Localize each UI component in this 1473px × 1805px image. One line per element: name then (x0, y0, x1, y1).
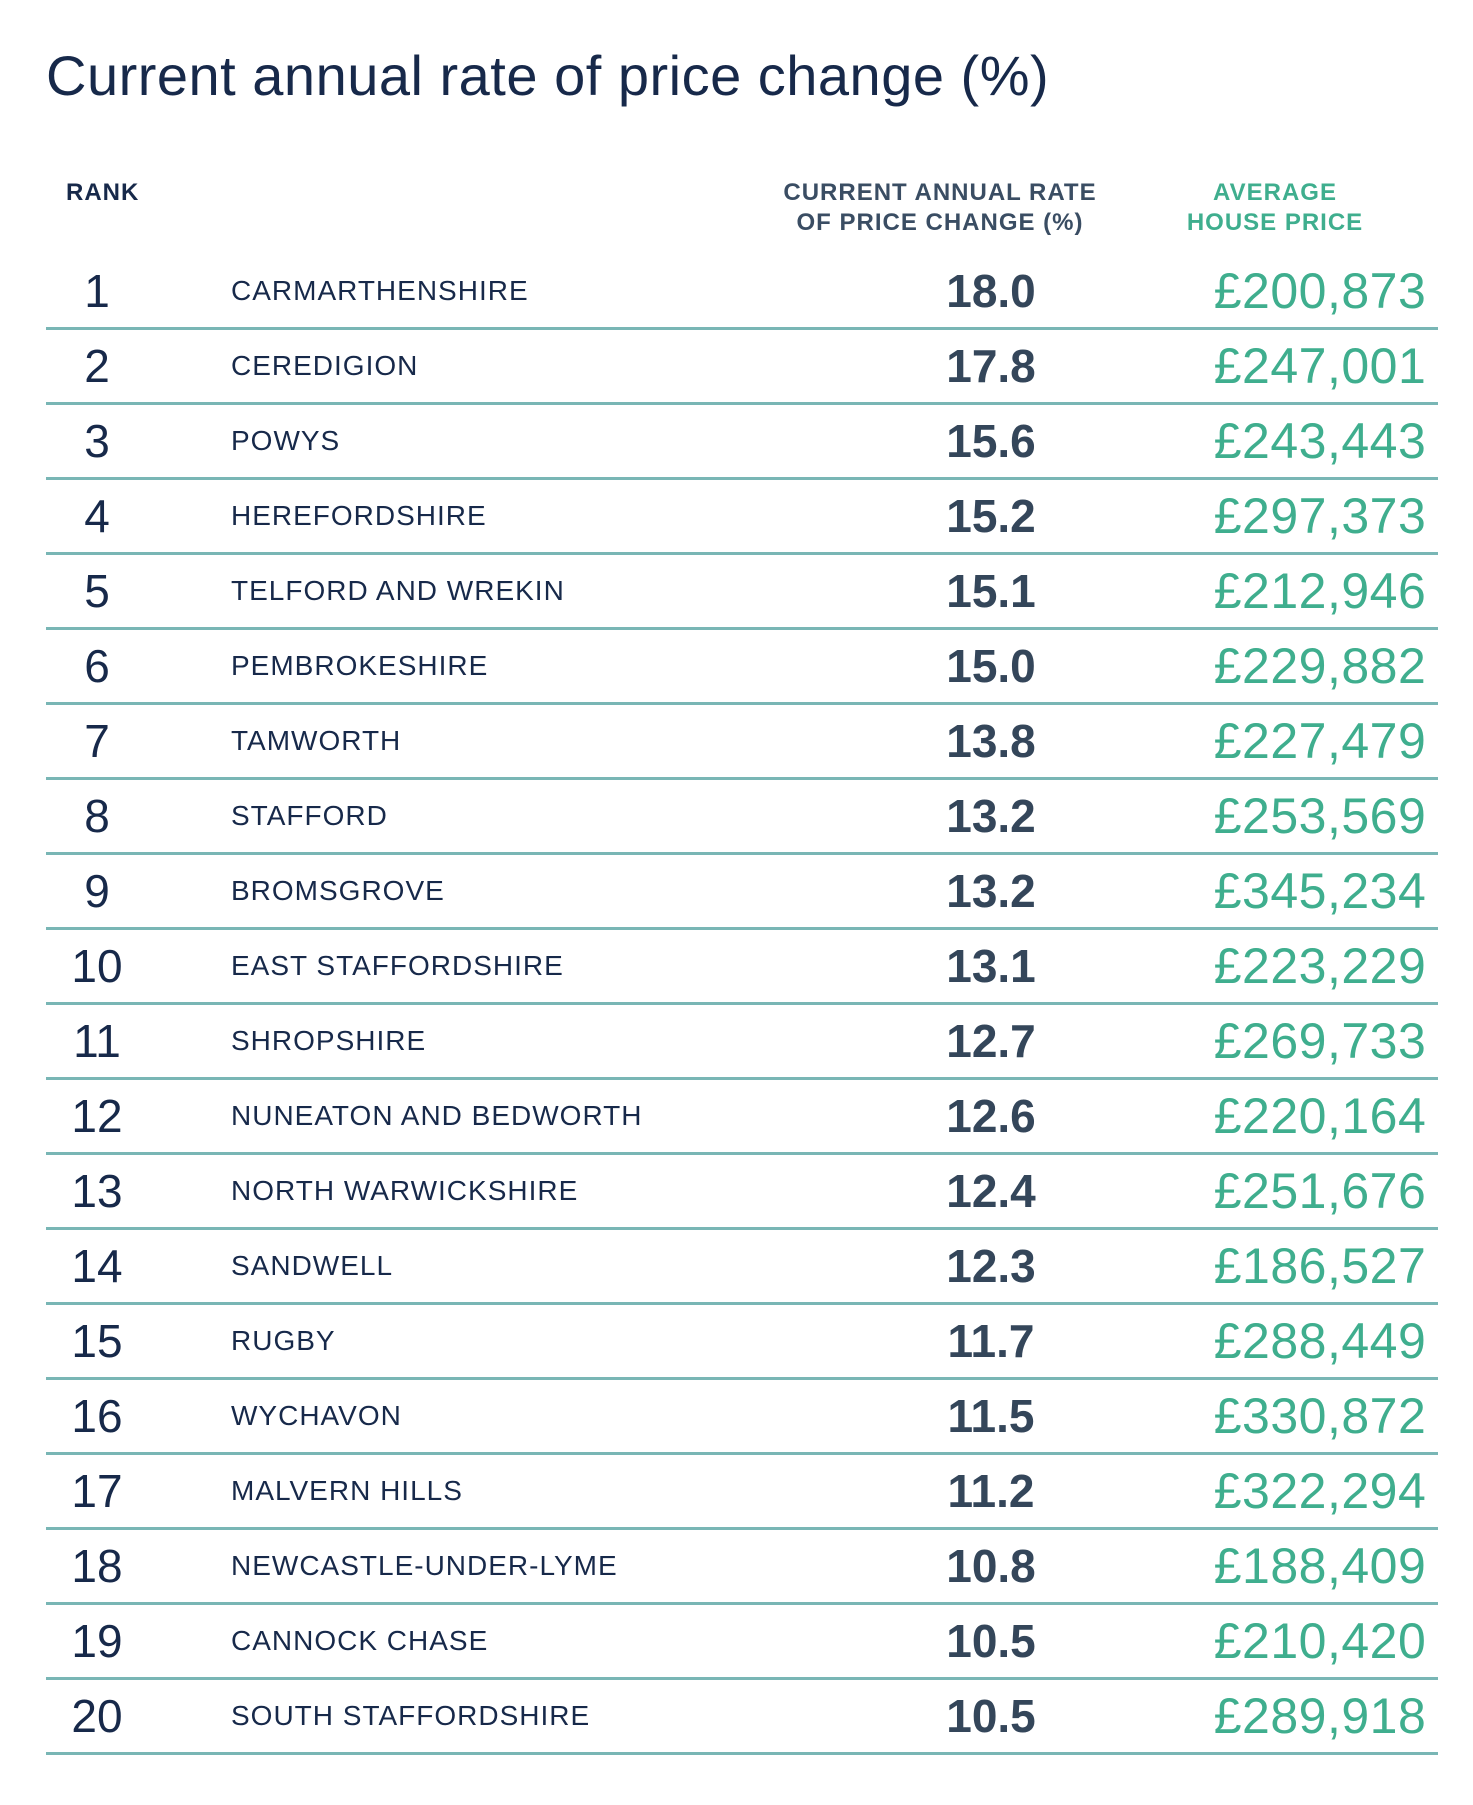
area-name-cell: BROMSGROVE (231, 875, 445, 906)
table-row (46, 855, 1438, 930)
rank-cell: 2 (84, 340, 110, 392)
table-row (46, 255, 1438, 330)
house-price-cell: £243,443 (1213, 413, 1427, 469)
area-name-cell: SHROPSHIRE (231, 1025, 427, 1056)
area-name-cell: PEMBROKESHIRE (231, 650, 489, 681)
table-row (46, 555, 1438, 630)
rate-header-line-1: CURRENT ANNUAL RATE (783, 179, 1097, 206)
house-price-cell: £223,229 (1213, 938, 1427, 994)
rate-value-cell: 11.5 (947, 1390, 1035, 1442)
area-name-cell: CANNOCK CHASE (231, 1625, 489, 1656)
area-name-cell: SANDWELL (231, 1250, 394, 1281)
rank-cell: 5 (84, 565, 110, 617)
rank-cell: 18 (71, 1540, 123, 1592)
rank-column-header: RANK (66, 179, 140, 206)
area-name-cell: TAMWORTH (231, 725, 402, 756)
table-row (46, 1230, 1438, 1305)
area-name-cell: MALVERN HILLS (231, 1475, 463, 1506)
house-price-cell: £330,872 (1213, 1388, 1427, 1444)
area-name-cell: CARMARTHENSHIRE (231, 275, 529, 306)
table-row (46, 1155, 1438, 1230)
table-row (46, 930, 1438, 1005)
rate-value-cell: 10.8 (946, 1540, 1036, 1592)
house-price-cell: £210,420 (1213, 1613, 1427, 1669)
house-price-cell: £220,164 (1213, 1088, 1427, 1144)
house-price-cell: £269,733 (1213, 1013, 1427, 1069)
house-price-cell: £253,569 (1213, 788, 1427, 844)
rank-cell: 9 (84, 865, 110, 917)
table-row (46, 780, 1438, 855)
rate-column-header (760, 178, 1120, 238)
rank-cell: 6 (84, 640, 110, 692)
rate-value-cell: 15.1 (946, 565, 1036, 617)
price-column-header (1130, 178, 1420, 238)
rate-header-line-2: OF PRICE CHANGE (%) (796, 209, 1084, 236)
house-price-cell: £288,449 (1213, 1313, 1427, 1369)
rate-value-cell: 15.0 (946, 640, 1036, 692)
house-price-cell: £212,946 (1213, 563, 1427, 619)
rank-cell: 17 (71, 1465, 123, 1517)
rate-value-cell: 13.8 (946, 715, 1036, 767)
table-row (46, 1380, 1438, 1455)
rank-cell: 12 (71, 1090, 123, 1142)
house-price-cell: £289,918 (1213, 1688, 1427, 1744)
area-name-cell: NORTH WARWICKSHIRE (231, 1175, 579, 1206)
area-name-cell: SOUTH STAFFORDSHIRE (231, 1700, 591, 1731)
rank-cell: 11 (73, 1015, 121, 1067)
table-row (46, 1530, 1438, 1605)
area-name-cell: CEREDIGION (231, 350, 419, 381)
rank-cell: 10 (71, 940, 123, 992)
area-name-cell: EAST STAFFORDSHIRE (231, 950, 564, 981)
rate-value-cell: 11.2 (947, 1465, 1035, 1517)
table-row (46, 1455, 1438, 1530)
house-price-cell: £229,882 (1213, 638, 1427, 694)
area-name-cell: HEREFORDSHIRE (231, 500, 487, 531)
table-row (46, 630, 1438, 705)
rate-value-cell: 15.6 (946, 415, 1036, 467)
house-price-cell: £227,479 (1213, 713, 1427, 769)
rate-value-cell: 13.2 (946, 865, 1036, 917)
rank-cell: 15 (71, 1315, 123, 1367)
house-price-cell: £297,373 (1213, 488, 1427, 544)
house-price-cell: £186,527 (1213, 1238, 1427, 1294)
rank-cell: 3 (84, 415, 110, 467)
house-price-cell: £322,294 (1213, 1463, 1427, 1519)
rank-cell: 1 (84, 265, 110, 317)
rate-value-cell: 11.7 (947, 1315, 1035, 1367)
rate-value-cell: 12.7 (946, 1015, 1036, 1067)
rate-value-cell: 18.0 (946, 265, 1036, 317)
rank-cell: 20 (71, 1690, 123, 1742)
area-name-cell: NUNEATON AND BEDWORTH (231, 1100, 643, 1131)
table-row (46, 480, 1438, 555)
ranking-table (46, 255, 1438, 1755)
house-price-cell: £188,409 (1213, 1538, 1427, 1594)
area-name-cell: RUGBY (231, 1325, 336, 1356)
rate-value-cell: 15.2 (946, 490, 1036, 542)
price-header-line-1: AVERAGE (1213, 179, 1337, 206)
table-row (46, 1605, 1438, 1680)
area-name-cell: NEWCASTLE-UNDER-LYME (231, 1550, 618, 1581)
rate-value-cell: 13.1 (946, 940, 1036, 992)
rate-value-cell: 10.5 (946, 1690, 1036, 1742)
house-price-cell: £200,873 (1213, 263, 1427, 319)
price-header-line-2: HOUSE PRICE (1186, 209, 1364, 236)
rank-cell: 7 (84, 715, 110, 767)
area-name-cell: POWYS (231, 425, 341, 456)
rate-value-cell: 17.8 (946, 340, 1036, 392)
house-price-cell: £251,676 (1213, 1163, 1427, 1219)
chart-title: Current annual rate of price change (%) (46, 44, 1050, 107)
house-price-cell: £247,001 (1213, 338, 1427, 394)
rank-cell: 16 (71, 1390, 123, 1442)
rate-value-cell: 12.3 (946, 1240, 1036, 1292)
rate-value-cell: 10.5 (946, 1615, 1036, 1667)
rate-value-cell: 12.4 (946, 1165, 1036, 1217)
table-row (46, 705, 1438, 780)
rate-value-cell: 12.6 (946, 1090, 1036, 1142)
area-name-cell: TELFORD AND WREKIN (231, 575, 565, 606)
house-price-cell: £345,234 (1213, 863, 1427, 919)
area-name-cell: STAFFORD (231, 800, 388, 831)
table-row (46, 330, 1438, 405)
rank-cell: 19 (71, 1615, 123, 1667)
rate-value-cell: 13.2 (946, 790, 1036, 842)
table-row (46, 1680, 1438, 1755)
area-name-cell: WYCHAVON (231, 1400, 402, 1431)
table-row (46, 1305, 1438, 1380)
rank-cell: 14 (71, 1240, 123, 1292)
table-row (46, 1005, 1438, 1080)
table-row (46, 1080, 1438, 1155)
rank-cell: 8 (84, 790, 110, 842)
table-row (46, 405, 1438, 480)
rank-cell: 13 (71, 1165, 123, 1217)
rank-cell: 4 (84, 490, 110, 542)
